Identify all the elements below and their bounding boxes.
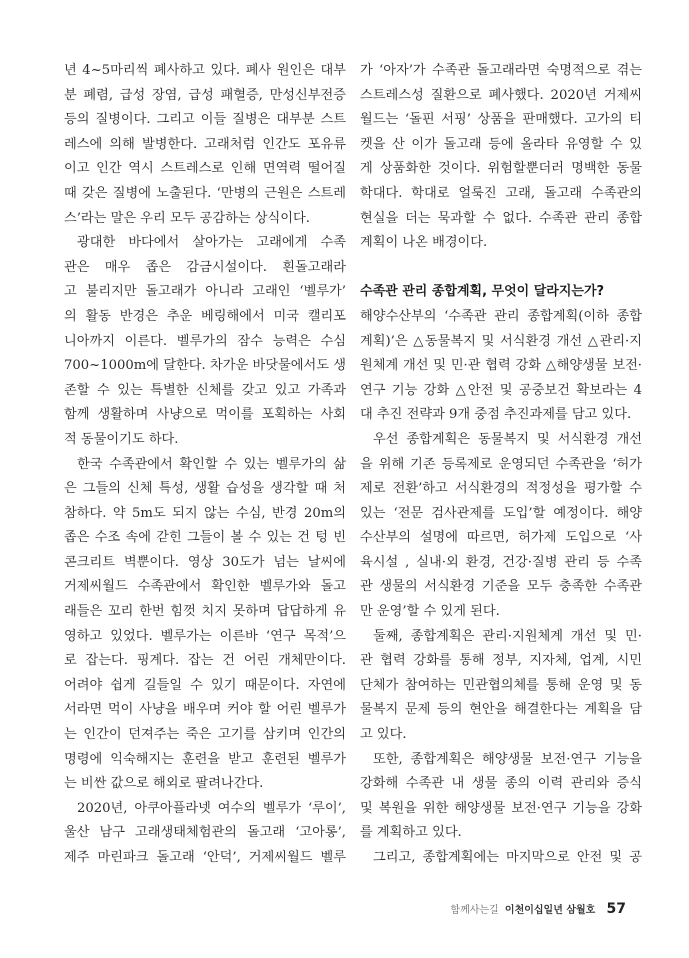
body-text-line: 2020년, 아쿠아플라넷 여수의 벨루가 ‘루이’, (77, 800, 346, 816)
body-text-line: 수산부의 설명에 따르면, 허가제 도입으로 ‘사 (360, 530, 642, 546)
magazine-name: 함께사는길 (450, 905, 499, 916)
issue-label: 이천이십일년 삼월호 (504, 905, 596, 916)
body-text-line: 를 계획하고 있다. (360, 825, 462, 841)
body-text-line: 는 비싼 값으로 해외로 팔려나간다. (64, 776, 264, 792)
body-text-line: 관은 매우 좁은 감금시설이다. 흰돌고래라 (64, 259, 346, 275)
body-text-line: 영하고 있었다. 벨루가는 이른바 ‘연구 목적’으 (64, 628, 346, 644)
body-text-line: 이고 인간 역시 스트레스로 인해 면역력 떨어질 (64, 161, 346, 177)
body-text-line: 명령에 익숙해지는 훈련을 받고 훈련된 벨루가 (64, 751, 346, 767)
body-text-line: 년 4~5마리씩 폐사하고 있다. 폐사 원인은 대부 (64, 63, 346, 78)
page-number: 57 (606, 901, 626, 917)
body-text-line: 콘크리트 벽뿐이다. 영상 30도가 넘는 날씨에 (64, 554, 346, 570)
body-text-line: 때 갖은 질병에 노출된다. ‘만병의 근원은 스트레 (64, 185, 346, 201)
page-footer (450, 901, 626, 917)
body-text-line: 참하다. 약 5m도 되지 않는 수심, 반경 20m의 (64, 505, 346, 521)
body-text-line: 래들은 꼬리 한번 힘껏 치지 못하며 답답하게 유 (64, 604, 346, 620)
body-text-line: 의 활동 반경은 추운 베링해에서 미국 캘리포 (64, 308, 346, 324)
body-text-line: 게 상품화한 것이다. 위험할뿐더러 명백한 동물 (360, 161, 642, 177)
text-column-left (64, 59, 346, 871)
body-text-line: 강화해 수족관 내 생물 종의 이력 관리와 증식 (360, 776, 642, 792)
body-text-line: 제주 마린파크 돌고래 ‘안덕’, 거제씨월드 벨루 (64, 850, 346, 865)
body-text-line: 좁은 수조 속에 갇힌 그들이 볼 수 있는 건 텅 빈 (64, 530, 346, 546)
body-text-line: 그리고, 종합계획에는 마지막으로 안전 및 공 (373, 850, 642, 865)
body-text-line: 월드는 ‘돌핀 서핑’ 상품을 판매했다. 고가의 티 (360, 112, 642, 128)
body-text-line: 분 폐렴, 급성 장염, 급성 패혈증, 만성신부전증 (64, 87, 346, 103)
body-text-line: 계획이 나온 배경이다. (360, 235, 488, 251)
body-text-line: 거제씨월드 수족관에서 확인한 벨루가와 돌고 (64, 579, 346, 595)
body-text-line: 관 협력 강화를 통해 정부, 지자체, 업계, 시민 (360, 653, 642, 669)
body-text-line: 대 추진 전략과 9개 중점 추진과제를 담고 있다. (360, 407, 632, 423)
text-column-right (360, 59, 642, 871)
body-text-line: 제로 전환’하고 서식환경의 적정성을 평가할 수 (360, 481, 642, 497)
body-text-line: 가 ‘아자’가 수족관 돌고래라면 숙명적으로 겪는 (360, 63, 642, 78)
section-heading: 수족관 관리 종합계획, 무엇이 달라지는가? (360, 284, 605, 300)
body-text-line: 육시설 , 실내·외 환경, 건강·질병 관리 등 수족 (360, 554, 642, 570)
body-text-line: 연구 기능 강화 △안전 및 공중보건 확보라는 4 (360, 382, 642, 398)
body-text-line: 학대다. 학대로 얼룩진 고래, 돌고래 수족관의 (360, 185, 642, 201)
body-text-line: 울산 남구 고래생태체험관의 돌고래 ‘고아롱’, (64, 825, 346, 841)
body-text-line: 스트레스성 질환으로 폐사했다. 2020년 거제씨 (360, 87, 642, 103)
body-text-line: 관 생물의 서식환경 기준을 모두 충족한 수족관 (360, 579, 642, 595)
body-text-line: 광대한 바다에서 살아가는 고래에게 수족 (77, 235, 346, 251)
body-text-line: 켓을 산 이가 돌고래 등에 올라타 유영할 수 있 (360, 136, 642, 152)
body-text-line: 만 운영’할 수 있게 된다. (360, 604, 500, 620)
body-text-line: 존할 수 있는 특별한 신체를 갖고 있고 가족과 (64, 382, 346, 398)
body-text-line: 700~1000m에 달한다. 차가운 바닷물에서도 생 (64, 358, 346, 374)
body-text-line: 계획)’은 △동물복지 및 서식환경 개선 △관리·지 (360, 333, 642, 349)
body-text-line: 고 불리지만 돌고래가 아니라 고래인 ‘벨루가’ (64, 284, 346, 300)
body-text-line: 은 그들의 신체 특성, 생활 습성을 생각할 때 처 (64, 481, 346, 497)
body-text-line: 우선 종합계획은 동물복지 및 서식환경 개선 (373, 431, 642, 447)
body-text-line: 는 인간이 던져주는 죽은 고기를 삼키며 인간의 (64, 727, 346, 743)
body-text-line: 및 복원을 위한 해양생물 보전·연구 기능을 강화 (360, 800, 642, 816)
body-text-line: 해양수산부의 ‘수족관 관리 종합계획(이하 종합 (360, 308, 642, 324)
body-text-line: 적 동물이기도 하다. (64, 431, 179, 447)
body-text-line: 로 잡는다. 핑계다. 잡는 건 어린 개체만이다. (64, 653, 346, 669)
body-text-line: 을 위해 기존 등록제로 운영되던 수족관을 ‘허가 (360, 456, 642, 472)
body-text-line: 레스에 의해 발병한다. 고래처럼 인간도 포유류 (64, 136, 346, 152)
body-text-line: 등의 질병이다. 그리고 이들 질병은 대부분 스트 (64, 112, 346, 128)
body-text-line: 현실을 더는 묵과할 수 없다. 수족관 관리 종합 (360, 210, 642, 226)
body-text-line: 어려야 쉽게 길들일 수 있기 때문이다. 자연에 (64, 677, 346, 693)
body-text-line: 단체가 참여하는 민관협의체를 통해 운영 및 동 (360, 677, 642, 693)
body-text-line: 서라면 먹이 사냥을 배우며 커야 할 어린 벨루가 (64, 702, 346, 718)
body-text-line: 둘째, 종합계획은 관리·지원체계 개선 및 민· (373, 628, 642, 644)
body-text-line: 고 있다. (360, 727, 407, 743)
body-text-line: 니아까지 이른다. 벨루가의 잠수 능력은 수심 (64, 333, 346, 349)
blank-line (360, 256, 642, 281)
body-text-line: 한국 수족관에서 확인할 수 있는 벨루가의 삶 (77, 456, 346, 472)
body-text-line: 스’라는 말은 우리 모두 공감하는 상식이다. (64, 210, 310, 226)
body-text-line: 원체계 개선 및 민·관 협력 강화 △해양생물 보전· (360, 358, 642, 374)
body-text-line: 또한, 종합계획은 해양생물 보전·연구 기능을 (373, 751, 642, 767)
body-text-line: 물복지 문제 등의 현안을 해결한다는 계획을 담 (360, 702, 642, 718)
body-text-line: 함께 생활하며 사냥으로 먹이를 포획하는 사회 (64, 407, 346, 423)
body-text-line: 있는 ‘전문 검사관제를 도입’할 예정이다. 해양 (360, 505, 642, 521)
